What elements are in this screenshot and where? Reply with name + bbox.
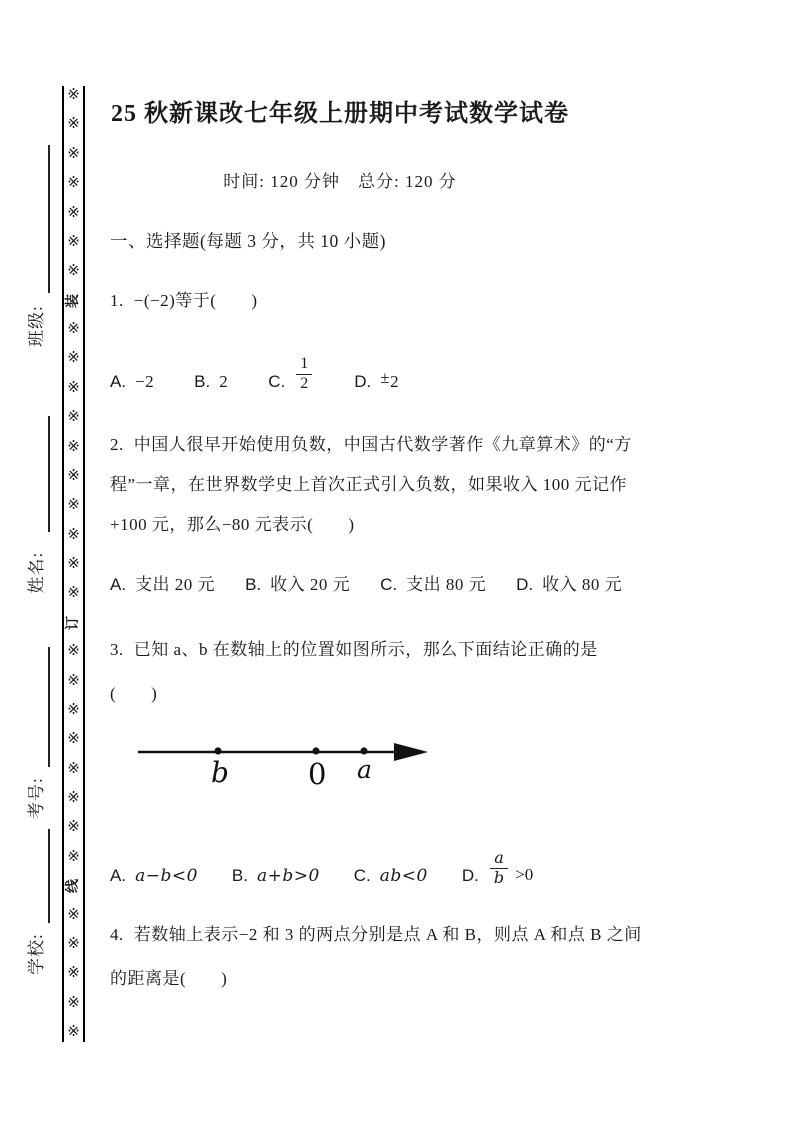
binding-glyph: ※ (67, 1024, 80, 1040)
binding-glyph: ※ (67, 263, 80, 280)
exam-number-field-blank (24, 647, 50, 768)
question-number: 1. (110, 291, 124, 310)
exam-number-field-label: 考号: (27, 777, 46, 820)
option-a: A. a−b<0 (110, 866, 198, 886)
binding-glyph: 装 (65, 293, 81, 308)
point-b-dot (214, 747, 221, 754)
binding-glyph: ※ (67, 994, 80, 1011)
exam-header (110, 95, 570, 194)
option-d: D. ±2 (354, 368, 400, 391)
option-b: B. a+b>0 (231, 866, 320, 886)
name-field-label: 姓名: (27, 551, 46, 594)
binding-glyph: 线 (65, 879, 81, 894)
binding-glyph: ※ (67, 760, 80, 777)
binding-glyph: ※ (67, 175, 80, 192)
binding-glyph: ※ (67, 935, 80, 952)
binding-glyph: ※ (67, 848, 80, 865)
point-0-label: 0 (308, 757, 327, 790)
point-a-dot (360, 747, 367, 754)
binding-glyph: ※ (67, 497, 80, 514)
binding-glyph: ※ (67, 145, 80, 162)
binding-glyph: ※ (67, 438, 80, 455)
binding-glyph: ※ (67, 556, 80, 572)
name-field-blank (24, 416, 50, 532)
option-b: B. 2 (194, 372, 229, 391)
binding-glyph: ※ (67, 585, 80, 602)
question-1-text: 1. −(−2)等于( ) (110, 291, 258, 310)
school-field-blank (24, 829, 50, 923)
question-3 (110, 628, 690, 887)
binding-glyph: ※ (67, 965, 80, 982)
binding-glyph: ※ (67, 350, 80, 367)
numberline-svg (138, 740, 430, 790)
question-1-options (110, 345, 690, 393)
fraction-one-half: $\frac{1}{2}$ (296, 355, 312, 393)
option-b: B. 收入 20 元 (245, 575, 351, 594)
point-b-label: b (211, 756, 229, 789)
question-1 (110, 288, 690, 393)
option-c: C. ab<0 (353, 866, 428, 886)
point-a-label: a (357, 755, 372, 784)
class-field-blank (24, 145, 50, 293)
binding-glyph: ※ (67, 701, 80, 718)
option-a: A. 支出 20 元 (110, 575, 216, 594)
binding-glyph: ※ (67, 379, 80, 396)
binding-glyph: ※ (67, 204, 80, 221)
option-a: A. −2 (110, 372, 155, 391)
question-number: 2. (110, 435, 124, 454)
section-heading: 一、选择题(每题 3 分，共 10 小题) (110, 231, 386, 251)
question-4 (110, 913, 690, 1001)
question-2-options (110, 570, 690, 596)
binding-glyph: ※ (67, 116, 80, 133)
class-field-label: 班级: (27, 305, 46, 347)
binding-glyph: ※ (67, 906, 80, 923)
option-d: D. 收入 80 元 (516, 575, 623, 594)
question-number: 3. (110, 640, 124, 659)
point-0-dot (312, 747, 319, 754)
exam-content (110, 85, 690, 1001)
question-4-text: 4. 若数轴上表示−2 和 3 的两点分别是点 A 和 B，则点 A 和点 B 之间 的距离是( ) (110, 925, 642, 988)
question-number: 4. (110, 925, 124, 944)
question-3-text: 3. 已知 a、b 在数轴上的位置如图所示，那么下面结论正确的是 ( ) (110, 640, 598, 703)
question-3-options (110, 835, 690, 887)
school-field-label: 学校: (27, 933, 46, 975)
binding-glyph: ※ (67, 819, 80, 836)
binding-strip (62, 86, 85, 1042)
binding-glyph: ※ (67, 409, 80, 426)
binding-glyph: 订 (65, 615, 81, 630)
student-info-fields (16, 145, 50, 975)
binding-glyph: ※ (67, 731, 80, 748)
binding-glyph: ※ (67, 790, 80, 806)
binding-glyph: ※ (67, 467, 80, 484)
binding-glyph: ※ (67, 321, 80, 337)
fraction-a-over-b: $\frac{a}{b}$ (490, 849, 508, 887)
numberline-arrowhead (394, 743, 428, 761)
binding-glyph: ※ (67, 526, 80, 543)
numberline-figure (138, 740, 690, 790)
option-d: D. $\frac{a}{b}$ >0 (461, 848, 534, 887)
option-c: C. $\frac{1}{2}$ (268, 355, 314, 393)
binding-glyph: ※ (67, 643, 80, 660)
option-c: C. 支出 80 元 (380, 575, 487, 594)
page-title: 25 秋新课改七年级上册期中考试数学试卷 (111, 101, 569, 127)
binding-glyph: ※ (67, 672, 80, 689)
binding-glyph: ※ (67, 87, 80, 103)
binding-glyph: ※ (67, 233, 80, 250)
exam-meta: 时间: 120 分钟 总分: 120 分 (223, 172, 457, 191)
question-2 (110, 425, 690, 596)
question-2-text: 2. 中国人很早开始使用负数，中国古代数学著作《九章算术》的“方 程”一章，在世界数学史上首次正式引入负数，如果收入 100 元记作 +100 元，那么−80 元表示( ) (110, 435, 632, 534)
